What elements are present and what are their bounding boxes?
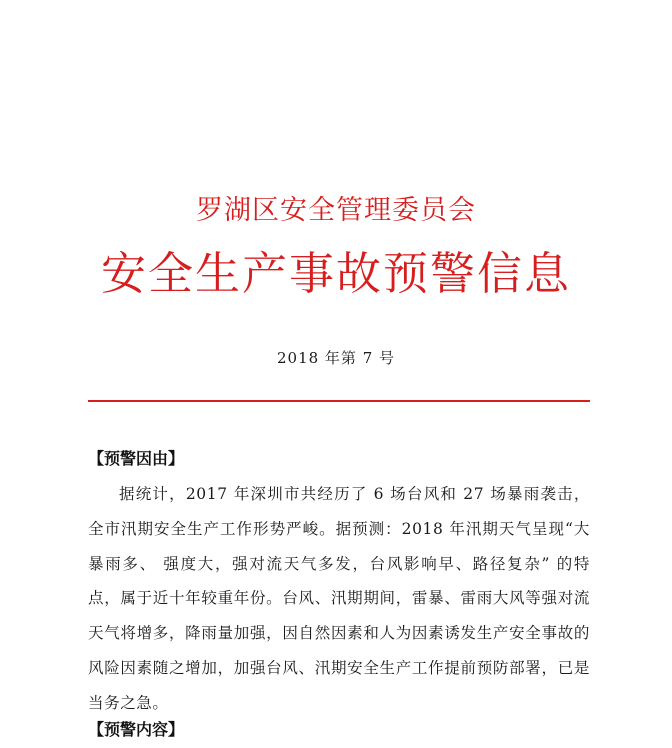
section-heading-warning-content: 【预警内容】 <box>88 720 185 739</box>
section-heading-warning-reason: 【预警因由】 <box>88 449 185 468</box>
red-divider-line <box>88 400 590 402</box>
issuing-organization: 罗湖区安全管理委员会 <box>196 195 476 226</box>
issue-number: 2018 年第 7 号 <box>276 349 396 367</box>
section-paragraph-warning-reason: 据统计，2017 年深圳市共经历了 6 场台风和 27 场暴雨袭击，全市汛期安全生产工作形势严峻。据预测：2018 年汛期天气呈现“大暴雨多、 强度大，强对流天气多发，台风影响早、路径复杂” 的特点，属于近十年较重年份。台风、汛期期间，雷暴、雷雨大风等强对流天气将增多，降雨量加强，因自然因素和人为因素诱发生产安全事故的风险因素随之增加，加强台风、汛期安全生产工作提前预防部署，已是当务之急。 <box>88 485 590 712</box>
document-title: 安全生产事故预警信息 <box>100 247 571 300</box>
